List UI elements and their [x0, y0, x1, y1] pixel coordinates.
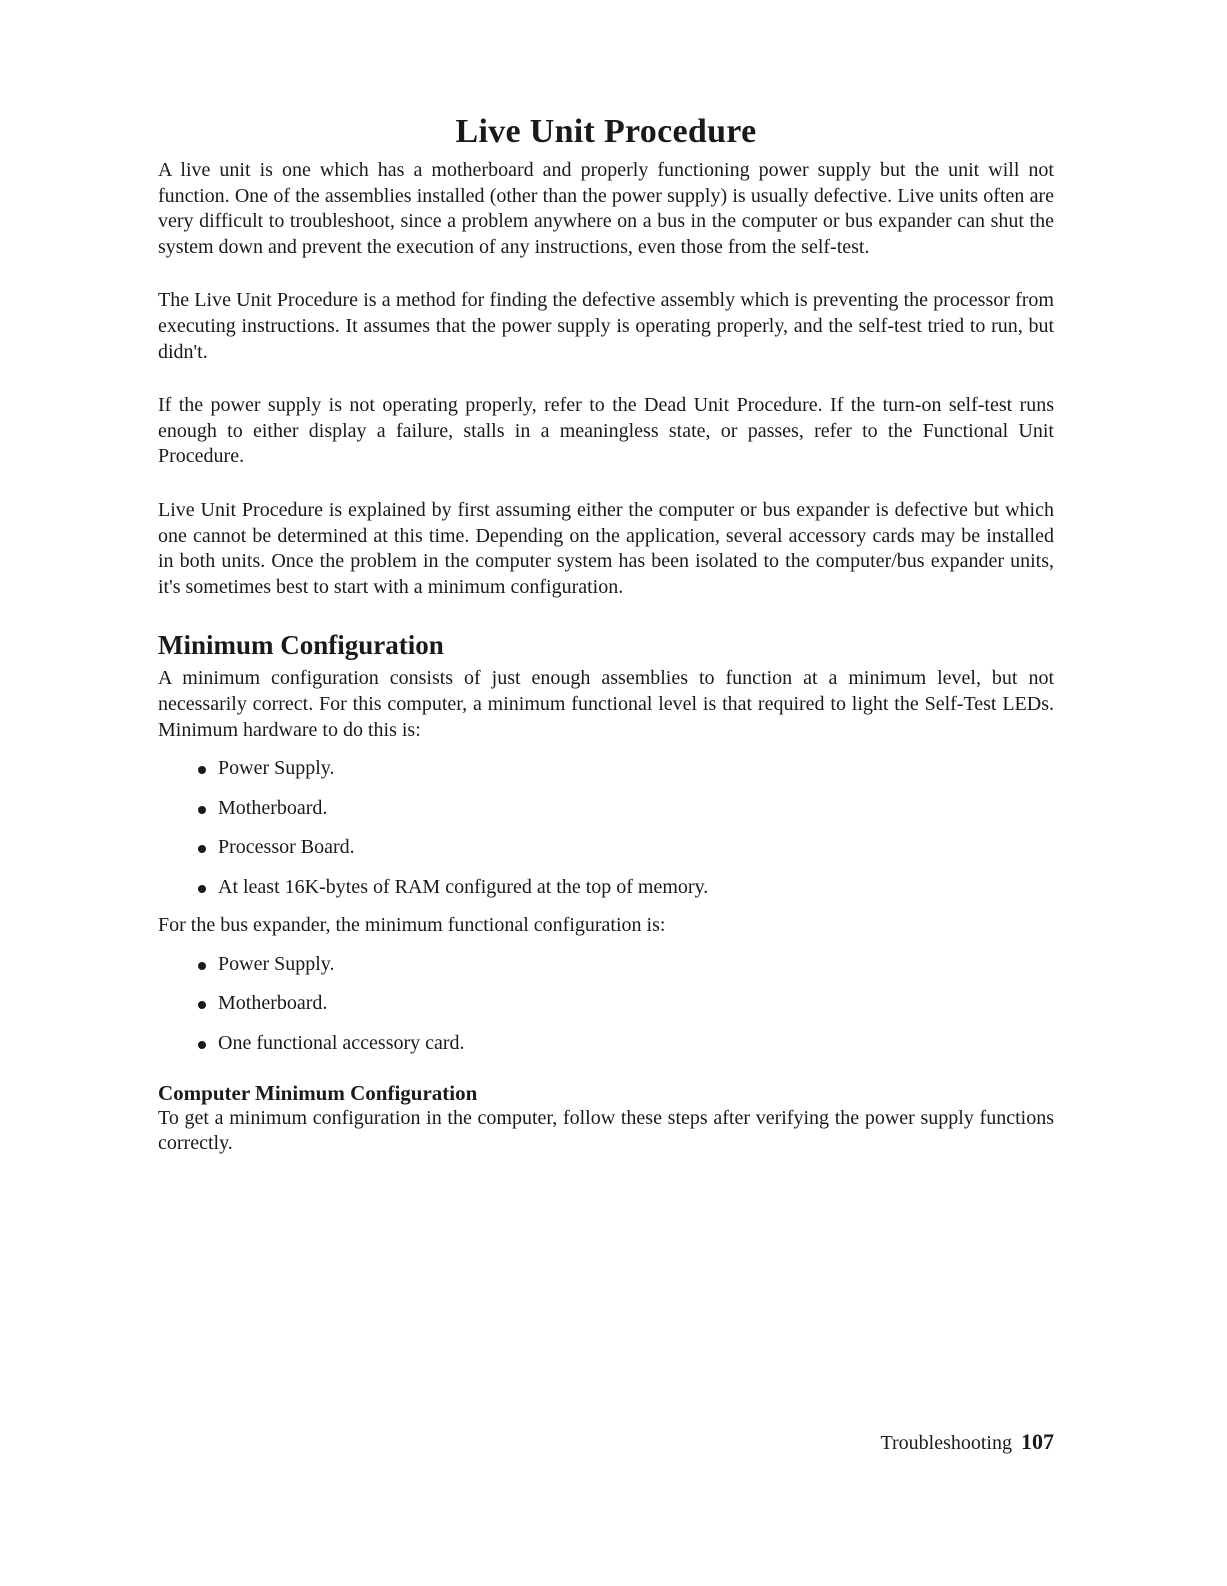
section-heading-minimum-configuration: Minimum Configuration — [158, 630, 444, 661]
minimum-configuration-paragraph: A minimum configuration consists of just enough assemblies to function at a minimum level, but not necessarily correct. For this computer, a minimum functional level is that required to light the Self-Test LEDs. Minimum hardware to do this is: — [158, 667, 1054, 741]
subsection-heading-computer-minimum-configuration: Computer Minimum Configuration — [158, 1080, 478, 1105]
paragraph-gap — [158, 260, 1054, 288]
paragraph-gap — [158, 365, 1054, 393]
list-item: Motherboard. — [196, 990, 1054, 1016]
list-item: One functional accessory card. — [196, 1030, 1054, 1056]
bus-expander-intro: For the bus expander, the minimum functional configuration is: — [158, 914, 666, 937]
computer-minimum-configuration-paragraph: To get a minimum configuration in the computer, follow these steps after verifying the power supply functions correctly. — [158, 1106, 1054, 1155]
list-item: Motherboard. — [196, 795, 1054, 821]
document-page — [158, 112, 1054, 1157]
intro-paragraph-2: The Live Unit Procedure is a method for finding the defective assembly which is preventing the processor from executing instructions. It assumes that the power supply is operating properly, and the self-test tried to run, but didn't. — [158, 289, 1054, 363]
list-item: Power Supply. — [196, 951, 1054, 977]
page-number: 107 — [1021, 1429, 1054, 1454]
list-item: At least 16K-bytes of RAM configured at the top of memory. — [196, 874, 1054, 900]
bus-expander-minimum-list — [158, 951, 1054, 1056]
footer-section-name: Troubleshooting — [880, 1432, 1012, 1454]
list-item: Power Supply. — [196, 755, 1054, 781]
paragraph-gap — [158, 470, 1054, 498]
intro-paragraph-4: Live Unit Procedure is explained by first assuming either the computer or bus expander is defective but which one cannot be determined at this time. Depending on the application, several accessory cards may be installed in both units. Once the problem in the computer system has been isolated to the computer/bus expander units, it's sometimes best to start with a minimum configuration. — [158, 498, 1054, 598]
list-item: Processor Board. — [196, 834, 1054, 860]
computer-minimum-hardware-list — [158, 755, 1054, 900]
intro-paragraph-1: A live unit is one which has a motherboard and properly functioning power supply but the unit will not function. One of the assemblies installed (other than the power supply) is usually defective. Live units often are very difficult to troubleshoot, since a problem anywhere on a bus in the computer or bus expander can shut the system down and prevent the execution of any instructions, even those from the self-test. — [158, 159, 1054, 258]
page-footer — [880, 1428, 1054, 1457]
intro-paragraph-3: If the power supply is not operating properly, refer to the Dead Unit Procedure. If the turn-on self-test runs enough to either display a failure, stalls in a meaningless state, or passes, refer to the Functional Unit Procedure. — [158, 394, 1054, 468]
page-title: Live Unit Procedure — [455, 113, 757, 150]
